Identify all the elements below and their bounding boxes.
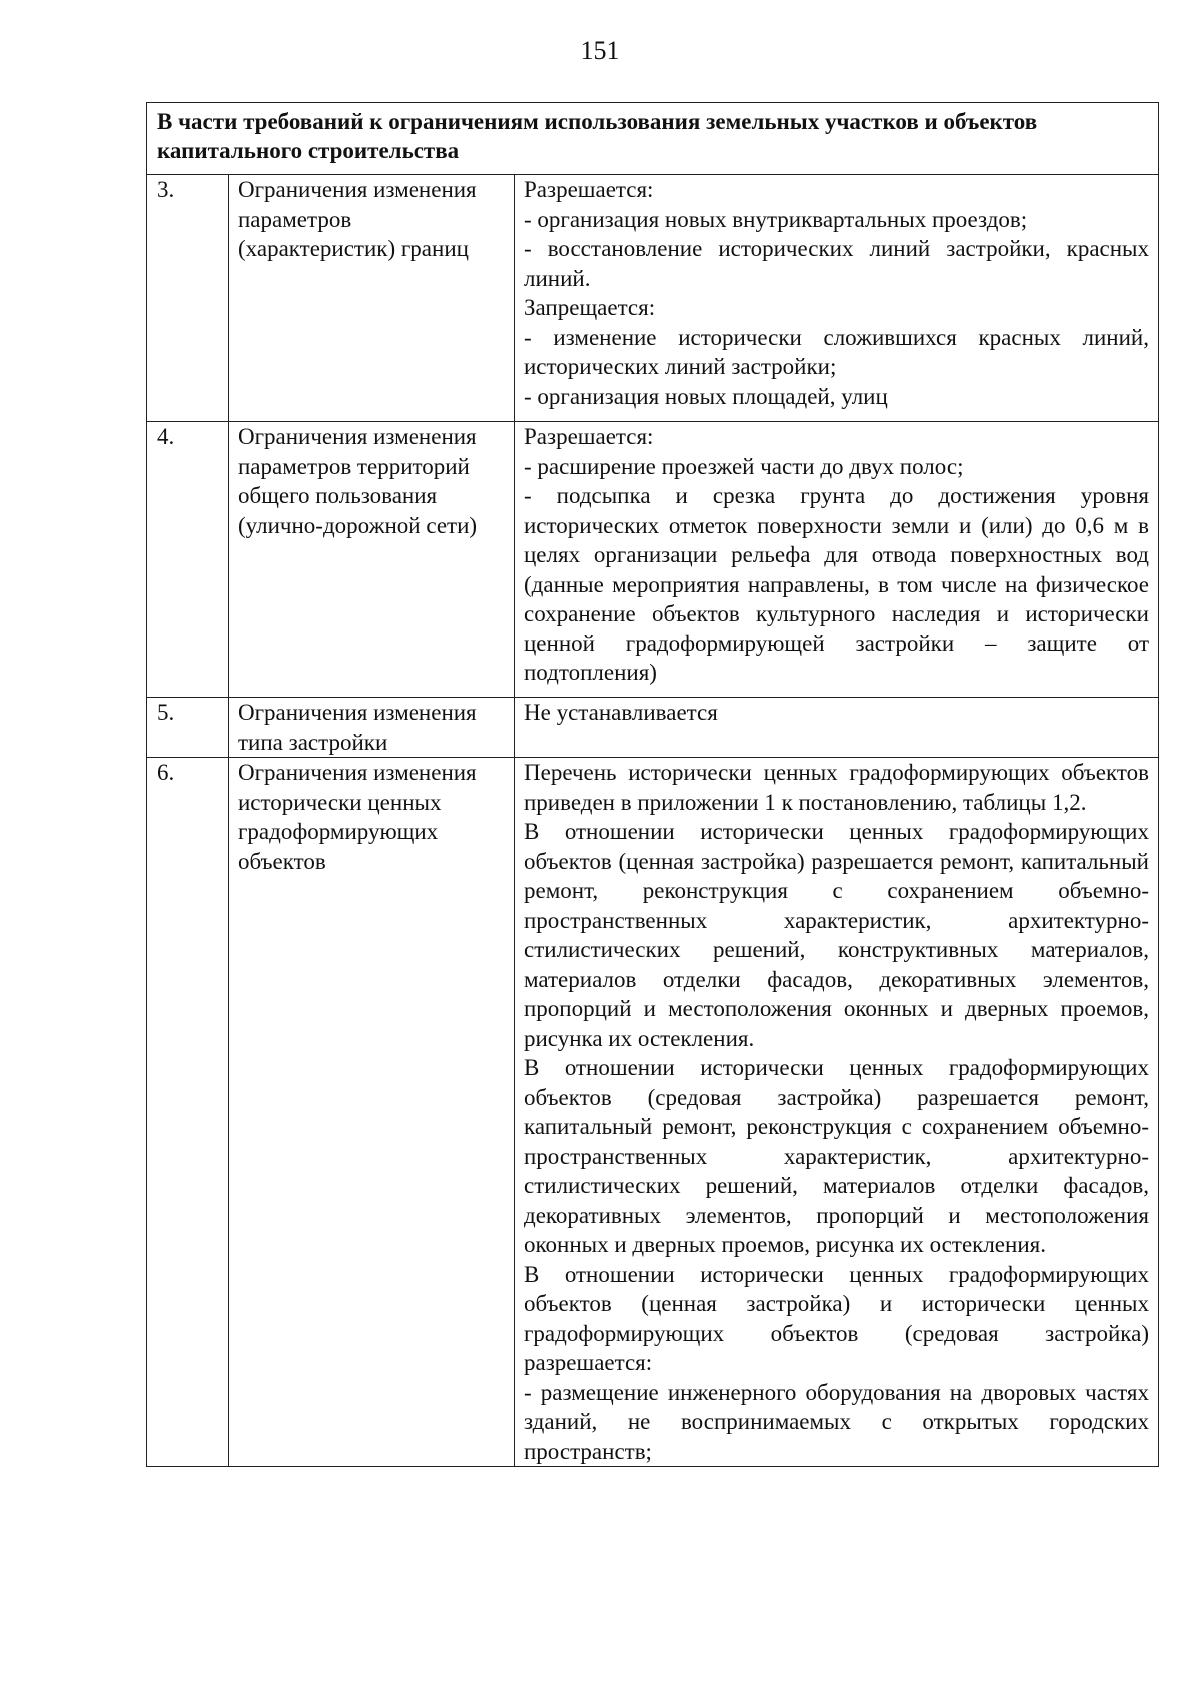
restriction-name: Ограничения изменения исторически ценных градоформирующих объектов — [229, 758, 515, 1467]
row-number: 4. — [147, 422, 229, 698]
restriction-name: Ограничения изменения параметров (характеристик) границ — [229, 175, 515, 422]
table-row — [147, 758, 1159, 1467]
restriction-description — [515, 698, 1159, 758]
table-row — [147, 175, 1159, 422]
restriction-name: Ограничения изменения типа застройки — [229, 698, 515, 758]
table-row — [147, 698, 1159, 758]
description-line: Разрешается: — [524, 424, 654, 449]
restriction-description — [515, 175, 1159, 422]
description-line: - изменение исторически сложившихся красных линий, исторических линий застройки; — [524, 324, 1149, 379]
page-number: 151 — [580, 36, 620, 65]
description-line: - восстановление исторических линий застройки, красных линий. — [524, 236, 1149, 291]
description-line: Не устанавливается — [524, 700, 718, 725]
table-row — [147, 422, 1159, 698]
table-header: В части требований к ограничениям использования земельных участков и объектов капитального строительства — [147, 103, 1159, 175]
description-line: - организация новых внутриквартальных проездов; — [524, 206, 1028, 232]
restriction-description — [515, 422, 1159, 698]
row-number: 6. — [147, 758, 229, 1467]
restriction-name: Ограничения изменения параметров территорий общего пользования (улично-дорожной сети) — [229, 422, 515, 698]
description-line: - подсыпка и срезка грунта до достижения уровня исторических отметок поверхности земли и (или) до 0,6 м в целях организации рельефа для отвода поверхностных вод (данные мероприятия направлены, в том числе на физическое сохранение объектов культурного наследия и исторически ценной градоформирующей застройки – защите от подтопления) — [524, 483, 1149, 685]
table-header-row — [147, 103, 1159, 175]
description-line: - расширение проезжей части до двух полос; — [524, 453, 964, 479]
description-line: Перечень исторически ценных градоформирующих объектов приведен в приложении 1 к постановлению, таблицы 1,2. — [524, 760, 1149, 815]
row-number: 3. — [147, 175, 229, 422]
requirements-table — [146, 102, 1159, 1467]
row-number: 5. — [147, 698, 229, 758]
description-line: В отношении исторически ценных градоформирующих объектов (средовая застройка) разрешается ремонт, капитальный ремонт, реконструкция с сохранением объемно-пространственных характеристик, архитектурно-стилистических решений, материалов отделки фасадов, декоративных элементов, пропорций и местоположения оконных и дверных проемов, рисунка их остекления. — [524, 1055, 1149, 1257]
description-line: Запрещается: — [524, 295, 656, 320]
restriction-description — [515, 758, 1159, 1467]
description-line: Разрешается: — [524, 177, 654, 202]
description-line: - организация новых площадей, улиц — [524, 383, 888, 409]
description-line: - размещение инженерного оборудования на дворовых частях зданий, не воспринимаемых с открытых городских пространств; — [524, 1379, 1149, 1464]
description-line: В отношении исторически ценных градоформирующих объектов (ценная застройка) и исторически ценных градоформирующих объектов (средовая застройка) разрешается: — [524, 1261, 1149, 1375]
description-line: В отношении исторически ценных градоформирующих объектов (ценная застройка) разрешается ремонт, капитальный ремонт, реконструкция с сохранением объемно-пространственных характеристик, архитектурно-стилистических решений, конструктивных материалов, материалов отделки фасадов, декоративных элементов, пропорций и местоположения оконных и дверных проемов, рисунка их остекления. — [524, 819, 1149, 1051]
